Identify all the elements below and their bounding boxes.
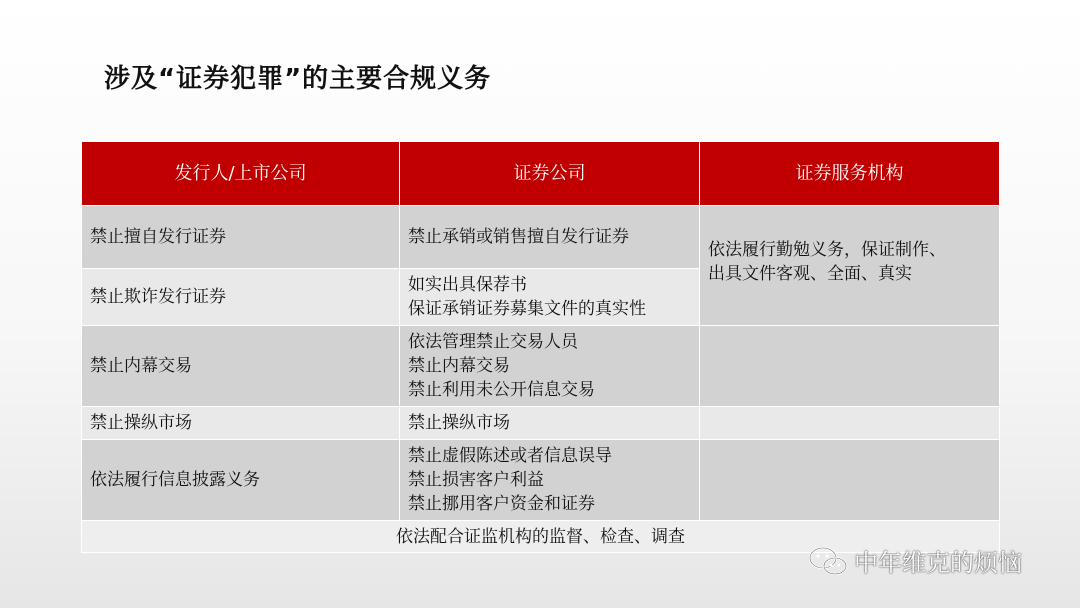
table-row	[82, 326, 1000, 407]
service-cell-empty	[700, 440, 1000, 521]
service-cell-empty	[700, 326, 1000, 407]
broker-line: 禁止挪用客户资金和证券	[408, 494, 595, 514]
service-cell	[700, 206, 1000, 326]
broker-line: 禁止虚假陈述或者信息误导	[408, 446, 612, 466]
compliance-table	[81, 141, 1000, 553]
broker-line: 禁止利用未公开信息交易	[408, 380, 595, 400]
table-row	[82, 206, 1000, 269]
broker-line: 禁止承销或销售擅自发行证券	[408, 227, 629, 247]
broker-cell	[400, 206, 700, 269]
broker-cell	[400, 326, 700, 407]
service-line: 依法履行勤勉义务，保证制作、	[708, 240, 946, 260]
header-issuer: 发行人/上市公司	[82, 142, 400, 206]
table-row	[82, 440, 1000, 521]
issuer-cell: 禁止操纵市场	[82, 407, 400, 440]
broker-line: 保证承销证券募集文件的真实性	[408, 299, 646, 319]
watermark	[808, 543, 1022, 578]
header-broker: 证券公司	[400, 142, 700, 206]
broker-line: 依法管理禁止交易人员	[408, 332, 578, 352]
table-row	[82, 407, 1000, 440]
broker-line: 禁止损害客户利益	[408, 470, 544, 490]
watermark-text: 中年维克的烦恼	[854, 549, 1022, 577]
broker-cell	[400, 440, 700, 521]
broker-cell	[400, 407, 700, 440]
wechat-icon	[808, 546, 848, 576]
service-line: 出具文件客观、全面、真实	[708, 264, 912, 284]
table-header-row	[82, 142, 1000, 206]
issuer-cell: 禁止内幕交易	[82, 326, 400, 407]
footer-cell: 依法配合证监机构的监督、检查、调查	[82, 521, 1000, 553]
issuer-cell: 禁止欺诈发行证券	[82, 269, 400, 326]
broker-cell	[400, 269, 700, 326]
slide-title: 涉及“证券犯罪”的主要合规义务	[104, 64, 492, 94]
header-service: 证券服务机构	[700, 142, 1000, 206]
broker-line: 禁止操纵市场	[408, 413, 510, 433]
service-cell-empty	[700, 407, 1000, 440]
issuer-cell: 禁止擅自发行证券	[82, 206, 400, 269]
broker-line: 如实出具保荐书	[408, 275, 527, 295]
broker-line: 禁止内幕交易	[408, 356, 510, 376]
issuer-cell: 依法履行信息披露义务	[82, 440, 400, 521]
